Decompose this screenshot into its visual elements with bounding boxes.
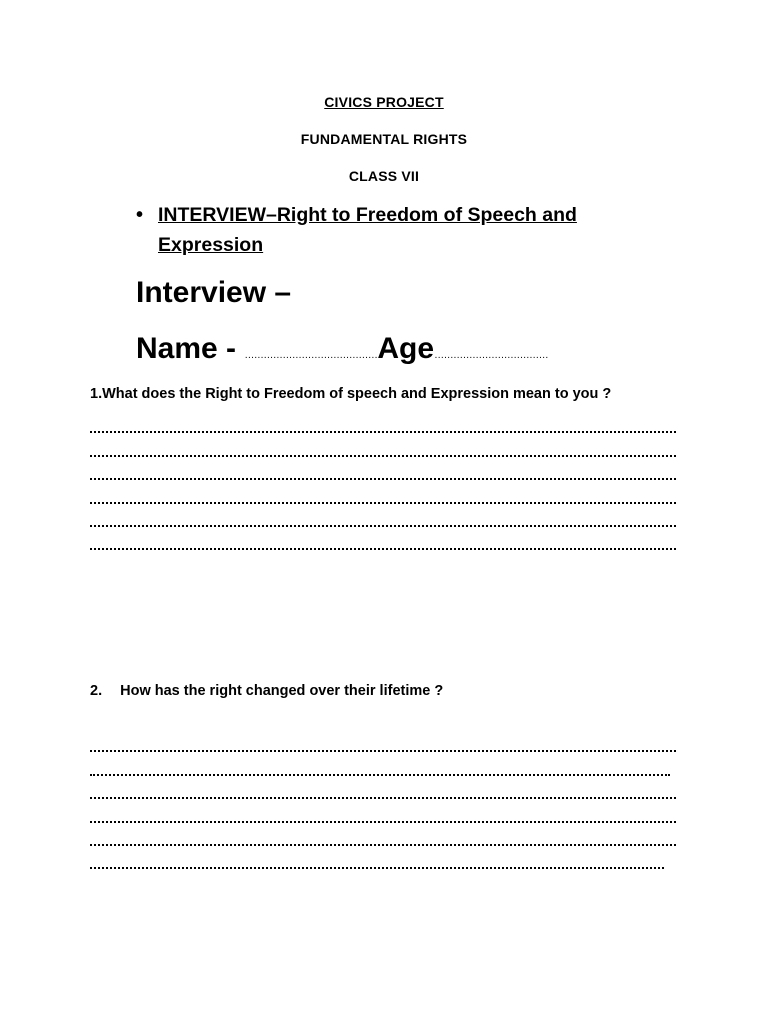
answer-line[interactable] <box>90 865 664 869</box>
answer-line[interactable] <box>90 500 676 504</box>
project-title: CIVICS PROJECT <box>324 94 444 110</box>
name-blank[interactable]: …………………………………… <box>244 350 378 361</box>
bullet-text: INTERVIEW–Right to Freedom of Speech and Expression <box>158 204 577 256</box>
answer-line[interactable] <box>90 523 676 527</box>
question-2-text: How has the right changed over their lifetime ? <box>120 683 444 699</box>
question-2-number: 2. <box>90 683 103 699</box>
topic-title: FUNDAMENTAL RIGHTS <box>300 131 468 147</box>
question-2 <box>90 683 443 699</box>
answer-line[interactable] <box>90 476 676 480</box>
answer-line[interactable] <box>90 546 676 550</box>
age-blank[interactable]: ……………………………… <box>434 350 549 361</box>
age-label: Age <box>377 332 435 365</box>
interview-heading: Interview – <box>136 276 292 309</box>
answer-line[interactable] <box>90 795 676 799</box>
answer-line[interactable] <box>90 819 676 823</box>
answer-line[interactable] <box>90 453 676 457</box>
answer-line[interactable] <box>90 842 676 846</box>
answer-line[interactable] <box>90 772 670 776</box>
answer-line[interactable] <box>90 429 676 433</box>
bullet-icon: • <box>136 204 144 226</box>
question-1: 1.What does the Right to Freedom of speech and Expression mean to you ? <box>90 386 612 402</box>
class-label: CLASS VII <box>348 168 420 184</box>
interview-bullet <box>136 200 616 260</box>
answer-line[interactable] <box>90 748 676 752</box>
name-label: Name - <box>136 332 237 365</box>
name-age-row <box>136 332 548 366</box>
